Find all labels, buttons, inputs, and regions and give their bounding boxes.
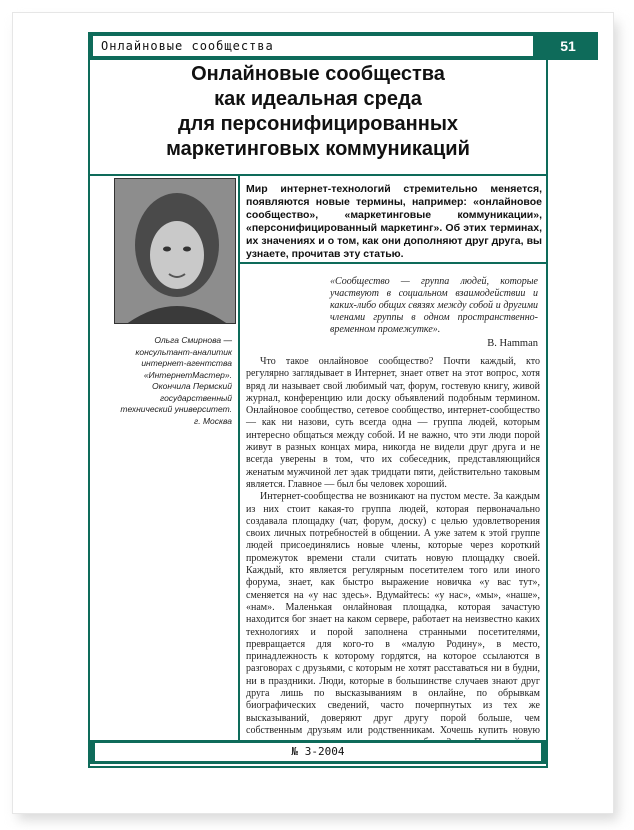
article-lead: Мир интернет-технологий стремительно меняется, появляются новые термины, например: «онлайновое сообщество», «маркетинговые коммуникации», «персонифицированный маркетинг». Об этих терминах, их значениях и о том, как они дополняют друг друга, вы узнаете, прочитав эту статью. xyxy=(246,183,542,260)
column-divider xyxy=(238,174,240,740)
author-bio-line: интернет-агентства xyxy=(141,358,232,368)
author-bio-line: Ольга Смирнова — xyxy=(154,335,232,345)
title-line: для персонифицированных xyxy=(177,113,459,135)
article-title xyxy=(92,62,544,162)
article-body xyxy=(246,356,540,762)
author-bio xyxy=(102,335,232,427)
title-line: Онлайновые сообщества xyxy=(191,63,445,85)
author-bio-line: консультант-аналитик xyxy=(135,346,232,357)
body-paragraph: Интернет-сообщества не возникают на пустом месте. За каждым из них стоит какая-то группа людей, которая первоначально создавала площадку (чат, форум, доску) с целью удовлетворения своих личных потребностей в общении. А уже затем к этой группе людей присоединялись новые члены, которые через короткий промежуток времени стали считать новую площадку своей. Каждый, кто является регулярным посетителем того или иного форума, знает, как быстро выражение новичка «у вас тут», сменяется на «у нас здесь». Вдумайтесь: «у нас», «мы», «наше», «нам». Маленькая онлайновая площадка, которая зачастую находится бог знает на каком сервере, работает на неизвестно каких технологиях и порой заполнена странными посетителями, превращается для кого-то в «малую Родину», в место, принадлежность к которому гордятся, на которое ссылаются в разговорах с друзьями, с которым не хотят расставаться ни в будни, ни в праздники. Люди, которые в большинстве случаев знают друг друга лишь по высказываниям в онлайне, по обрывкам биографических сведений, часто почерпнутых из тех же высказываний, доверяют друг другу порой больше, чем собственным друзьям или родственникам. Хочешь купить новую xyxy=(246,491,540,736)
author-bio-line: технический университет. xyxy=(120,404,232,414)
section-label: Онлайновые сообщества xyxy=(93,36,533,56)
portrait-image xyxy=(115,179,236,324)
author-bio-line: Окончила Пермский xyxy=(151,381,232,391)
author-bio-line: г. Москва xyxy=(194,415,232,426)
body-paragraph: Что такое онлайновое сообщество? Почти каждый, кто регулярно заглядывает в Интернет, знает ответ на этот вопрос, хотя вряд ли называет свой любимый чат, форум, гостевую книгу, живой журнал, конференцию или доску объявлений подобным термином. Онлайновое сообщество, сетевое сообщество, интернет-сообщество — как ни назови, суть всегда одна — группа людей, которым интересно общаться между собой. И не важно, что эти люди порой живут в разных концах мира, никогда не видели друг друга и не всегда уверены в том, что их собеседник, представляющийся женатым мужчиной лет эдак тридцати пяти, действительно таковым является. Главное — был бы человек хороший. xyxy=(246,356,540,490)
title-line: маркетинговых коммуникаций xyxy=(166,138,470,160)
epigraph-source: B. Hamman xyxy=(487,338,538,349)
lead-divider xyxy=(238,262,548,264)
page-number: 51 xyxy=(560,38,576,54)
author-bio-line: «ИнтернетМастер». xyxy=(143,369,232,380)
title-divider xyxy=(88,174,548,176)
issue-number: № 3-2004 xyxy=(95,743,541,761)
author-bio-line: государственный xyxy=(159,392,232,403)
author-photo xyxy=(114,178,236,324)
epigraph-quote: «Сообщество — группа людей, которые участвуют в социальном взаимодействии и каких-либо общих связях между собой и другими членами группы в одном пространственно-временном промежутке». xyxy=(330,276,538,335)
title-line: как идеальная среда xyxy=(214,88,422,110)
